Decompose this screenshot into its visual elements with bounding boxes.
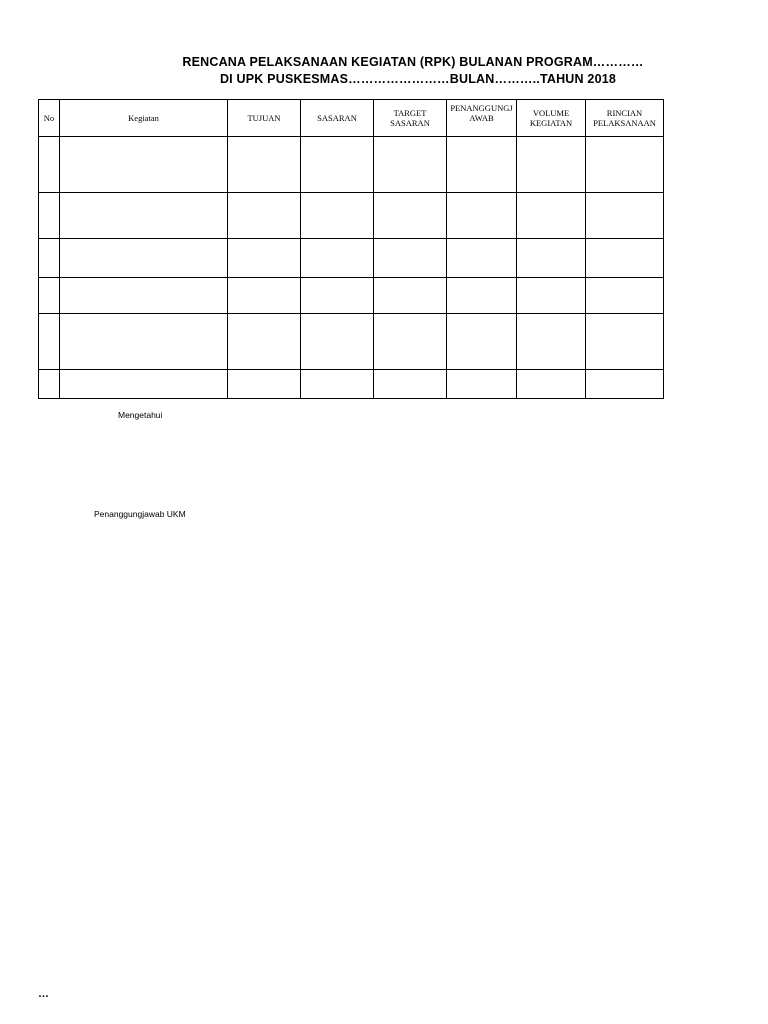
header-volume-line-1: VOLUME [532, 108, 570, 118]
table-row [39, 370, 664, 399]
header-sasaran: SASARAN [301, 100, 374, 137]
table-cell [301, 314, 374, 370]
header-kegiatan: Kegiatan [60, 100, 228, 137]
table-cell [586, 239, 664, 278]
table-cell [39, 370, 60, 399]
header-target-line-1: TARGET [393, 108, 427, 118]
table-cell [39, 193, 60, 239]
table-cell [586, 314, 664, 370]
table-cell [447, 314, 517, 370]
penanggungjawab-label: Penanggungjawab UKM [94, 509, 186, 519]
table-cell [374, 370, 447, 399]
table-cell [60, 370, 228, 399]
table-cell [517, 370, 586, 399]
header-target-line-2: SASARAN [390, 118, 430, 128]
table-cell [228, 137, 301, 193]
document-title-line-2: DI UPK PUSKESMAS……………………BULAN………..TAHUN 2018 [219, 72, 617, 86]
table-cell [228, 239, 301, 278]
header-penanggungjawab [447, 100, 517, 137]
table-cell [374, 239, 447, 278]
header-volume-line-2: KEGIATAN [529, 118, 573, 128]
table-cell [60, 278, 228, 314]
table-cell [60, 239, 228, 278]
table-cell [586, 370, 664, 399]
table-cell [39, 239, 60, 278]
table-cell [586, 137, 664, 193]
table-cell [374, 314, 447, 370]
table-cell [586, 278, 664, 314]
header-pj-line-2: AWAB [469, 113, 494, 123]
table-cell [39, 314, 60, 370]
table-cell [228, 314, 301, 370]
header-pj-line-1: PENANGGUNGJ [450, 103, 513, 113]
table-row [39, 314, 664, 370]
page-marker: … [38, 988, 48, 1000]
table-cell [39, 137, 60, 193]
table-row [39, 239, 664, 278]
table-cell [60, 314, 228, 370]
table-cell [447, 193, 517, 239]
table-cell [517, 239, 586, 278]
table-cell [301, 278, 374, 314]
table-cell [301, 137, 374, 193]
table-cell [60, 193, 228, 239]
table-cell [517, 314, 586, 370]
table-cell [301, 239, 374, 278]
table-cell [517, 193, 586, 239]
table-cell [517, 278, 586, 314]
document-title-line-1: RENCANA PELAKSANAAN KEGIATAN (RPK) BULANAN PROGRAM………… [182, 55, 644, 69]
mengetahui-label: Mengetahui [118, 410, 163, 420]
table-row [39, 137, 664, 193]
table-cell [228, 193, 301, 239]
table-cell [374, 137, 447, 193]
header-no: No [39, 100, 60, 137]
table-cell [586, 193, 664, 239]
header-rincian-line-2: PELAKSANAAN [593, 118, 656, 128]
table-cell [447, 239, 517, 278]
header-volume-kegiatan [517, 100, 586, 137]
table-cell [39, 278, 60, 314]
table-cell [228, 278, 301, 314]
header-tujuan: TUJUAN [228, 100, 301, 137]
table-cell [447, 278, 517, 314]
table-row [39, 193, 664, 239]
table-cell [60, 137, 228, 193]
rpk-table [38, 99, 664, 399]
table-cell [228, 370, 301, 399]
table-header-row [39, 100, 664, 137]
table-cell [301, 370, 374, 399]
table-cell [517, 137, 586, 193]
table-cell [301, 193, 374, 239]
table-cell [447, 137, 517, 193]
header-rincian-line-1: RINCIAN [606, 108, 643, 118]
table-cell [447, 370, 517, 399]
table-cell [374, 278, 447, 314]
table-cell [374, 193, 447, 239]
header-target-sasaran [374, 100, 447, 137]
table-row [39, 278, 664, 314]
header-rincian-pelaksanaan [586, 100, 664, 137]
